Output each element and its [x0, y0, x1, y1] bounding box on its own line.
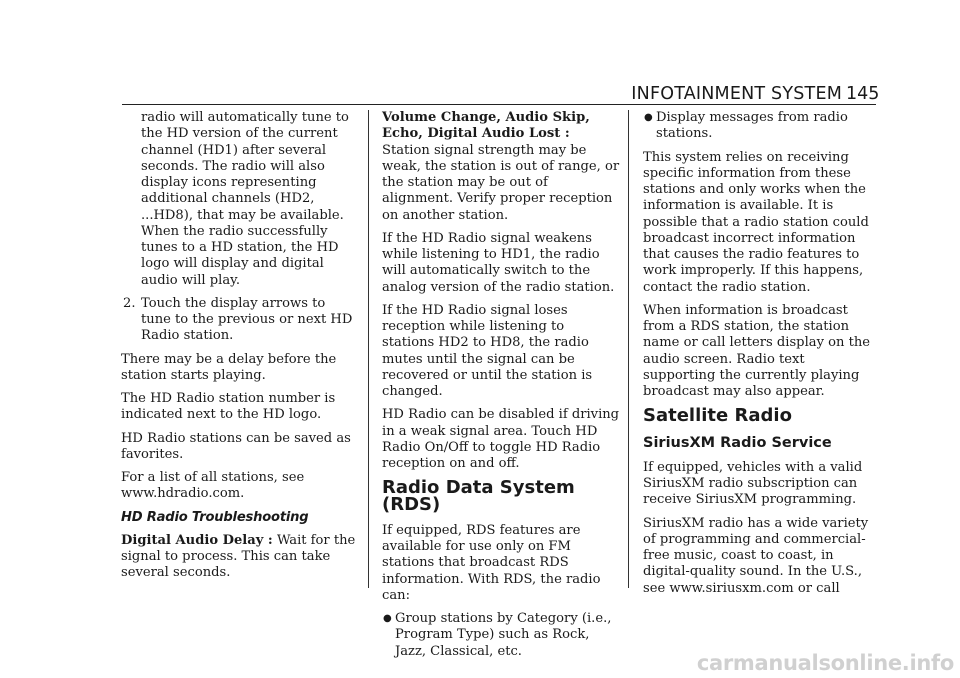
header-rule [122, 104, 876, 105]
paragraph: If the HD Radio signal weakens while listening to HD1, the radio will automatically switch to the analog version of the radio station. [382, 230, 615, 295]
paragraph: If equipped, RDS features are available for use only on FM stations that broadcast RDS information. With RDS, the radio can: [382, 522, 601, 603]
definition-text: Wait for the signal to process. This can take several seconds. [121, 532, 356, 581]
paragraph: The HD Radio station number is indicated next to the HD logo. [121, 391, 336, 423]
definition-text: Station signal strength may be weak, the station is out of range, or the station may be out of alignment. Verify proper reception on another station. [382, 142, 620, 223]
definition-term: Digital Audio Delay : [121, 532, 273, 548]
paragraph: When information is broadcast from a RDS station, the station name or call letters display on the audio screen. Radio text supporting the currently playing broadcast may also appear. [643, 302, 871, 399]
siriusxm-heading: SiriusXM Radio Service [643, 434, 832, 451]
bullet-icon: ● [383, 613, 392, 624]
definition-paragraph [121, 533, 359, 582]
satellite-radio-heading: Satellite Radio [643, 405, 792, 427]
paragraph: This system relies on receiving specific information from these stations and only works when the information is available. It is possible that a radio station could broadcast incorrect information that causes the radio features to work improperly. If this happens, contact the radio station. [643, 149, 869, 295]
bullet-item [643, 110, 881, 143]
bullet-item [382, 611, 620, 660]
paragraph: For a list of all stations, see www.hdradio.com. [121, 470, 305, 502]
watermark: carmanualsonline.info [696, 651, 954, 675]
column-divider [628, 110, 629, 588]
column-divider [368, 110, 369, 588]
paragraph: If the HD Radio signal loses reception while listening to stations HD2 to HD8, the radio mutes until the signal can be recovered or until the station is changed. [382, 302, 593, 399]
page-number: 145 [846, 84, 880, 104]
bullet-icon: ● [644, 112, 653, 123]
column-1 [121, 110, 359, 589]
section-title: INFOTAINMENT SYSTEM [631, 84, 842, 104]
paragraph: SiriusXM radio has a wide variety of programming and commercial-free music, coast to coast, in digital-quality sound. In the U.S., see www.siriusxm.com or call [643, 515, 869, 596]
paragraph: HD Radio stations can be saved as favorites. [121, 430, 351, 462]
step-text: Touch the display arrows to tune to the previous or next HD Radio station. [141, 295, 353, 344]
numbered-step [121, 296, 359, 345]
continued-paragraph: radio will automatically tune to the HD version of the current channel (HD1) after several seconds. The radio will also display icons representing additional channels (HD2, ...HD8), that may be available. When the radio successfully tunes to a HD station, the HD logo will display and digital audio will play. [141, 110, 349, 288]
step-number: 2. [123, 295, 136, 311]
paragraph: If equipped, vehicles with a valid SiriusXM radio subscription can receive SiriusXM programming. [643, 459, 863, 508]
definition-paragraph [382, 110, 620, 224]
column-3 [643, 110, 881, 604]
bullet-text: Display messages from radio stations. [656, 110, 848, 142]
column-2 [382, 110, 620, 667]
troubleshooting-heading: HD Radio Troubleshooting [121, 509, 309, 525]
page-header [0, 0, 960, 104]
paragraph: HD Radio can be disabled if driving in a weak signal area. Touch HD Radio On/Off to toggle HD Radio reception on and off. [382, 407, 620, 471]
bullet-text: Group stations by Category (i.e., Program Type) such as Rock, Jazz, Classical, etc. [395, 611, 612, 659]
definition-term: Volume Change, Audio Skip, Echo, Digital Audio Lost : [382, 110, 590, 142]
rds-heading: Radio Data System (RDS) [382, 477, 575, 515]
paragraph: There may be a delay before the station starts playing. [121, 351, 337, 383]
